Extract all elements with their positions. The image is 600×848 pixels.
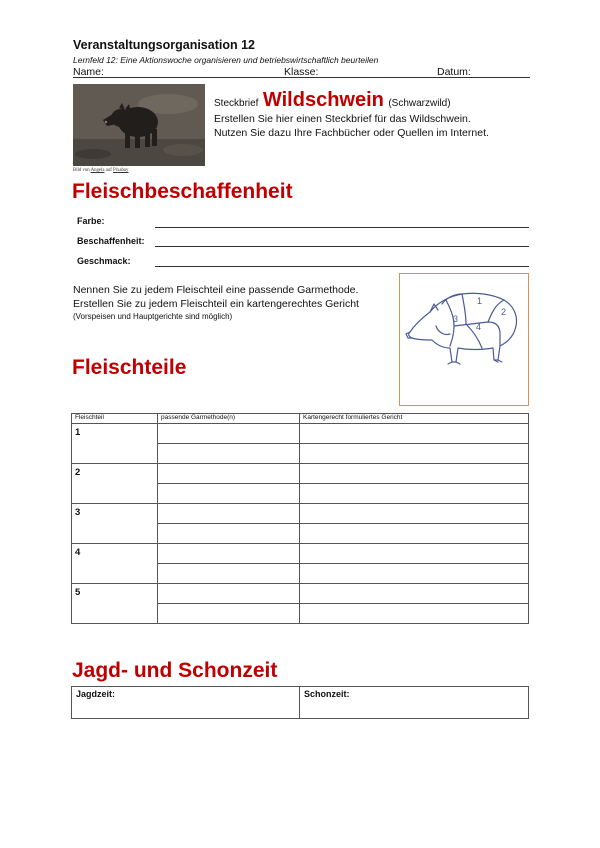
part-number: 4 <box>72 544 158 584</box>
dish-cell[interactable] <box>300 584 529 604</box>
taste-input-line[interactable] <box>155 266 529 267</box>
profile-instruction-2: Nutzen Sie dazu Ihre Fachbücher oder Quellen im Internet. <box>214 127 489 139</box>
method-cell[interactable] <box>158 464 300 484</box>
hunting-table <box>71 686 529 719</box>
method-cell[interactable] <box>158 544 300 564</box>
pig-cut-label-2: 2 <box>501 307 507 317</box>
table-row <box>72 424 529 444</box>
wild-boar-photo <box>73 84 205 166</box>
col-cooking-method: passende Garmethode(n) <box>158 414 300 424</box>
meat-parts-heading: Fleischteile <box>72 356 187 379</box>
part-number: 3 <box>72 504 158 544</box>
worksheet-subtitle: Lernfeld 12: Eine Aktionswoche organisieren und betriebswirtschaftlich beurteilen <box>73 55 379 65</box>
dish-cell[interactable] <box>300 564 529 584</box>
method-cell[interactable] <box>158 444 300 464</box>
table-row <box>72 584 529 604</box>
task-line-1: Nennen Sie zu jedem Fleischteil eine passende Garmethode. <box>73 284 359 296</box>
credit-prefix: Bild von <box>73 168 90 173</box>
pig-cut-label-1: 1 <box>477 296 483 306</box>
part-number: 1 <box>72 424 158 464</box>
pig-cut-label-3: 3 <box>453 314 459 324</box>
method-cell[interactable] <box>158 584 300 604</box>
color-label: Farbe: <box>77 216 105 226</box>
col-dish: Kartengerecht formuliertes Gericht <box>300 414 529 424</box>
part-number: 2 <box>72 464 158 504</box>
name-label: Name: <box>73 66 104 78</box>
texture-input-line[interactable] <box>155 246 529 247</box>
worksheet-title: Veranstaltungsorganisation 12 <box>73 38 255 52</box>
header-rule <box>73 77 530 78</box>
table-row <box>72 504 529 524</box>
meat-quality-heading: Fleischbeschaffenheit <box>72 180 293 203</box>
table-row <box>72 464 529 484</box>
hunting-season-label: Jagdzeit: <box>76 689 116 699</box>
dish-cell[interactable] <box>300 544 529 564</box>
method-cell[interactable] <box>158 424 300 444</box>
dish-cell[interactable] <box>300 444 529 464</box>
photo-credit <box>73 168 128 173</box>
dish-cell[interactable] <box>300 484 529 504</box>
hunting-row <box>72 687 529 719</box>
dish-cell[interactable] <box>300 604 529 624</box>
dish-cell[interactable] <box>300 504 529 524</box>
method-cell[interactable] <box>158 504 300 524</box>
part-number: 5 <box>72 584 158 624</box>
profile-heading <box>214 89 451 112</box>
method-cell[interactable] <box>158 484 300 504</box>
dish-cell[interactable] <box>300 524 529 544</box>
animal-alt-name: (Schwarzwild) <box>388 98 451 109</box>
method-cell[interactable] <box>158 564 300 584</box>
closed-season-cell[interactable] <box>300 687 529 719</box>
task-line-2: Erstellen Sie zu jedem Fleischteil ein kartengerechtes Gericht <box>73 298 359 310</box>
color-input-line[interactable] <box>155 227 529 228</box>
pig-cuts-diagram <box>399 273 529 406</box>
method-cell[interactable] <box>158 524 300 544</box>
hunting-season-cell[interactable] <box>72 687 300 719</box>
texture-label: Beschaffenheit: <box>77 236 145 246</box>
pig-cut-label-4: 4 <box>476 322 482 332</box>
task-line-3: (Vorspeisen und Hauptgerichte sind möglich) <box>73 312 233 321</box>
credit-mid: auf <box>105 168 112 173</box>
credit-site-link[interactable]: Pixabay <box>113 168 129 173</box>
table-header-row <box>72 414 529 424</box>
profile-instruction-1: Erstellen Sie hier einen Steckbrief für das Wildschwein. <box>214 113 471 125</box>
credit-author-link[interactable]: Angela <box>90 168 105 173</box>
closed-season-label: Schonzeit: <box>304 689 350 699</box>
hunting-heading: Jagd- und Schonzeit <box>72 659 278 682</box>
meat-parts-table <box>71 413 529 624</box>
class-label: Klasse: <box>284 66 319 78</box>
taste-label: Geschmack: <box>77 256 131 266</box>
animal-name: Wildschwein <box>262 89 384 111</box>
date-label: Datum: <box>437 66 471 78</box>
dish-cell[interactable] <box>300 464 529 484</box>
col-meat-part: Fleischteil <box>72 414 158 424</box>
method-cell[interactable] <box>158 604 300 624</box>
steckbrief-label: Steckbrief <box>214 98 259 109</box>
table-row <box>72 544 529 564</box>
dish-cell[interactable] <box>300 424 529 444</box>
